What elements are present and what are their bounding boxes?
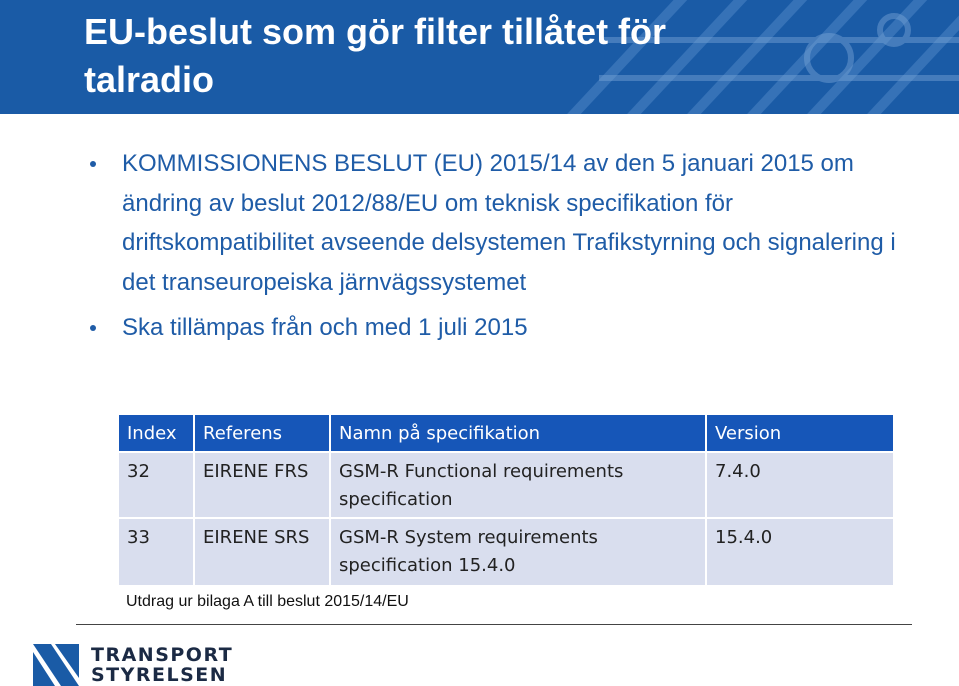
cell-referens: EIRENE FRS bbox=[194, 452, 330, 518]
table-row bbox=[118, 518, 894, 586]
cell-namn: GSM-R Functional requirements specification bbox=[330, 452, 706, 518]
column-header-index: Index bbox=[118, 414, 194, 452]
table-row bbox=[118, 452, 894, 518]
bullet-text: KOMMISSIONENS BESLUT (EU) 2015/14 av den 5 januari 2015 om ändring av beslut 2012/88/EU om teknisk specifikation för driftskompatibilitet avseende delsystemen Trafikstyrning och signalering i det transeuropeiska järnvägssystemet bbox=[122, 150, 896, 296]
logo-line-1: TRANSPORT bbox=[91, 644, 234, 666]
bullet-dot-icon bbox=[90, 161, 96, 167]
bullet-dot-icon bbox=[90, 325, 96, 331]
column-header-namn: Namn på specifikation bbox=[330, 414, 706, 452]
title-bar bbox=[0, 0, 959, 114]
column-header-referens: Referens bbox=[194, 414, 330, 452]
cell-namn: GSM-R System requirements specification 15.4.0 bbox=[330, 518, 706, 586]
footer-divider bbox=[76, 624, 912, 625]
logo-wordmark bbox=[91, 645, 233, 685]
cell-version: 7.4.0 bbox=[706, 452, 894, 518]
bullet-item bbox=[90, 144, 910, 302]
cell-version: 15.4.0 bbox=[706, 518, 894, 586]
slide-title: EU-beslut som gör filter tillåtet för talradio bbox=[84, 11, 667, 100]
column-header-version: Version bbox=[706, 414, 894, 452]
bullet-list bbox=[90, 144, 910, 348]
table-header-row bbox=[118, 414, 894, 452]
cell-referens: EIRENE SRS bbox=[194, 518, 330, 586]
bullet-item bbox=[90, 308, 910, 348]
table-caption: Utdrag ur bilaga A till beslut 2015/14/EU bbox=[126, 593, 409, 610]
cell-index: 32 bbox=[118, 452, 194, 518]
logo-line-2: STYRELSEN bbox=[91, 664, 228, 686]
specification-table bbox=[117, 413, 895, 587]
bullet-text: Ska tillämpas från och med 1 juli 2015 bbox=[122, 314, 528, 341]
cell-index: 33 bbox=[118, 518, 194, 586]
transportstyrelsen-logo-icon bbox=[33, 644, 79, 686]
